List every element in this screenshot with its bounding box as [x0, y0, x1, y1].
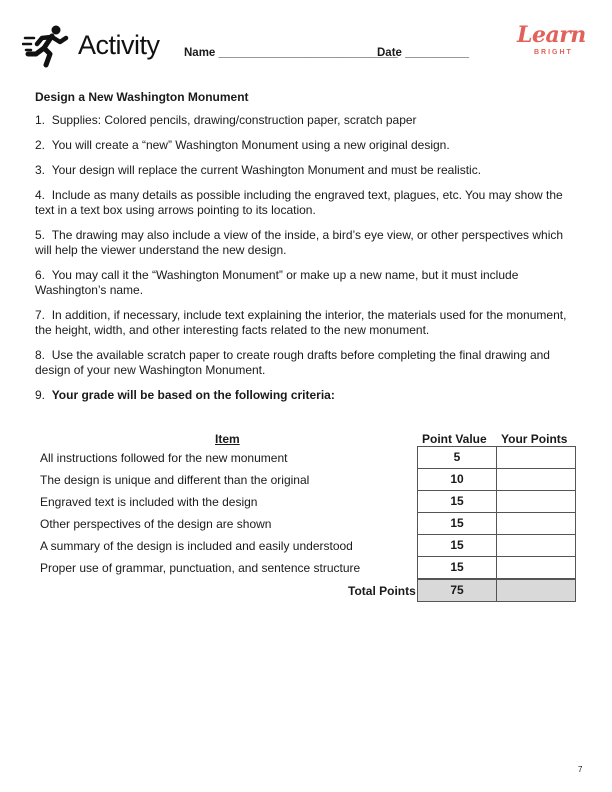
list-item	[35, 388, 577, 403]
instructions	[35, 90, 577, 413]
logo-learn-text: Learn	[517, 22, 586, 48]
item-text: Supplies: Colored pencils, drawing/construction paper, scratch paper	[51, 113, 417, 127]
item-text: You will create a “new” Washington Monument using a new original design.	[51, 138, 450, 152]
item-number: 1.	[35, 113, 46, 127]
page-title: Design a New Washington Monument	[35, 90, 249, 104]
item-text: In addition, if necessary, include text explaining the interior, the materials used for the monument, the height, width, and other interesting facts related to the new monument.	[35, 308, 567, 337]
list-item	[35, 138, 577, 153]
your-points-cell[interactable]	[496, 446, 576, 469]
item-text: You may call it the “Washington Monument” or make up a new name, but it must include Washington’s name.	[35, 268, 519, 297]
item-number: 4.	[35, 188, 46, 202]
row-label: Other perspectives of the design are shown	[40, 517, 272, 531]
row-label: Engraved text is included with the design	[40, 495, 258, 509]
list-item	[35, 308, 577, 338]
learn-bright-logo	[517, 22, 586, 66]
point-value-cell: 10	[417, 468, 497, 491]
total-points-cell: 75	[417, 579, 497, 602]
item-text: Use the available scratch paper to create rough drafts before completing the final drawing and design of your new Washington Monument.	[35, 348, 550, 377]
your-points-cell[interactable]	[496, 512, 576, 535]
your-points-cell[interactable]	[496, 468, 576, 491]
logo-bright-text: BRIGHT	[534, 49, 573, 56]
point-value-cell: 15	[417, 512, 497, 535]
point-value-cell: 15	[417, 534, 497, 557]
point-value-cell: 5	[417, 446, 497, 469]
list-item	[35, 113, 577, 128]
list-item	[35, 163, 577, 178]
your-points-cell[interactable]	[496, 534, 576, 557]
column-header-item: Item	[215, 432, 240, 446]
row-label: The design is unique and different than the original	[40, 473, 310, 487]
activity-title: Activity	[78, 30, 160, 60]
item-text: The drawing may also include a view of the inside, a bird’s eye view, or other perspectives which will help the viewer understand the new design.	[35, 228, 564, 257]
column-header-point-value: Point Value	[422, 432, 487, 446]
item-number: 6.	[35, 268, 46, 282]
item-number: 2.	[35, 138, 46, 152]
name-field[interactable]: Name ____________________________	[184, 47, 398, 59]
your-points-cell[interactable]	[496, 490, 576, 513]
column-header-your-points: Your Points	[501, 432, 568, 446]
item-text: Your design will replace the current Washington Monument and must be realistic.	[51, 163, 482, 177]
total-label: Total Points	[348, 584, 416, 598]
item-number: 5.	[35, 228, 46, 242]
list-item	[35, 188, 577, 218]
list-item	[35, 268, 577, 298]
total-your-points-cell[interactable]	[496, 579, 576, 602]
point-value-cell: 15	[417, 490, 497, 513]
row-label: All instructions followed for the new monument	[40, 451, 288, 465]
row-label: Proper use of grammar, punctuation, and sentence structure	[40, 561, 361, 575]
page-header	[22, 22, 590, 72]
point-value-cell: 15	[417, 556, 497, 579]
item-number: 8.	[35, 348, 46, 362]
running-person-icon	[22, 24, 70, 68]
item-text: Your grade will be based on the following criteria:	[51, 388, 335, 402]
date-field[interactable]: Date __________	[377, 47, 470, 59]
item-number: 3.	[35, 163, 46, 177]
list-item	[35, 348, 577, 378]
item-number: 7.	[35, 308, 46, 322]
item-text: Include as many details as possible including the engraved text, plagues, etc. You may show the text in a text box using arrows pointing to its location.	[35, 188, 563, 217]
page-number: 7	[578, 765, 583, 774]
item-number: 9.	[35, 388, 46, 402]
list-item	[35, 228, 577, 258]
your-points-cell[interactable]	[496, 556, 576, 579]
row-label: A summary of the design is included and easily understood	[40, 539, 353, 553]
